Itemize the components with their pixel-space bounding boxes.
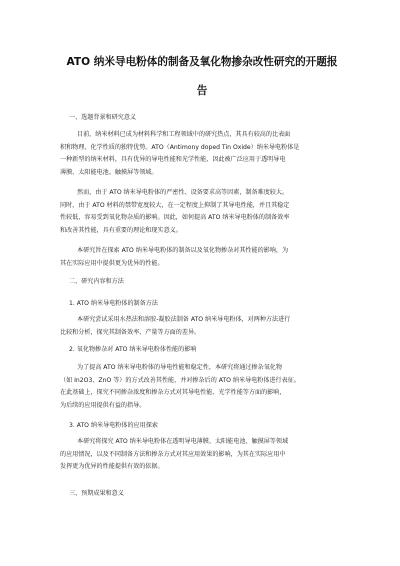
paragraph-line: 目前，纳米材料已成为材料科学和工程领域中的研究热点，其具有较高的比表面 bbox=[77, 131, 291, 138]
section-2-heading: 二、研究内容和方法 bbox=[69, 278, 124, 285]
title-line-1: ATO 纳米导电粉体的制备及氧化物掺杂改性研究的开题报 bbox=[66, 56, 338, 68]
section-1-paragraph-2 bbox=[60, 187, 340, 237]
paragraph-line: 的应用情况，以及不同制备方法和掺杂方式对其应用效果的影响，为其在实际应用中 bbox=[60, 450, 286, 458]
paragraph-line: 然而，由于 ATO 纳米导电粉体的严密性、设备要求高等因素，制备难度较大。 bbox=[77, 189, 289, 196]
paragraph-line: 比较和分析，探究其制备效率、产量等方面的差异。 bbox=[60, 328, 201, 336]
section-2-1-paragraph bbox=[60, 314, 340, 339]
paragraph-line: 一种新型的纳米材料，具有优异的导电性能和光学性能，因此被广泛应用于透明导电 bbox=[60, 156, 286, 164]
section-2-3-paragraph bbox=[60, 436, 340, 474]
section-2-1-heading: 1. ATO 纳米导电粉体的制备方法 bbox=[69, 300, 158, 307]
paragraph-line: 为了提高 ATO 纳米导电粉体的导电性能和稳定性，本研究将通过掺杂氧化物 bbox=[77, 364, 282, 371]
paragraph-line: 发挥更为优异的性能提供有效的依据。 bbox=[60, 463, 164, 471]
section-1-paragraph-1 bbox=[60, 129, 340, 179]
section-2-3-heading: 3. ATO 纳米导电粉体的应用探索 bbox=[69, 422, 158, 429]
paragraph-line: 薄膜、太阳能电池、触摸屏等领域。 bbox=[60, 168, 158, 176]
paragraph-line: 为后续的应用提供有益的指导。 bbox=[60, 401, 146, 409]
section-1-paragraph-3 bbox=[60, 245, 340, 270]
section-2-2-heading: 2. 氧化物掺杂对 ATO 纳米导电粉体性能的影响 bbox=[69, 346, 197, 353]
paragraph-line: 积和物理、化学性质的独特优势。ATO（Antimony doped Tin Oxide）纳米导电粉体是 bbox=[60, 143, 300, 151]
section-3-heading: 三、预期成果和意义 bbox=[69, 490, 124, 497]
paragraph-line: 本研究尝试采用水热法和溶胶-凝胶法制备 ATO 纳米导电粉体，对两种方法进行 bbox=[77, 316, 291, 323]
paragraph-line: 其在实际应用中提供更为优异的性能。 bbox=[60, 259, 164, 267]
paragraph-line: 本研究旨在探索 ATO 纳米导电粉体的制备以及氧化物掺杂对其性能的影响，为 bbox=[77, 247, 289, 254]
paragraph-line: 性较低，容易受到氧化物杂质的影响。因此，如何提高 ATO 纳米导电粉体的制备效率 bbox=[60, 214, 290, 222]
section-1-heading: 一、选题背景和研究意义 bbox=[69, 114, 137, 121]
paragraph-line: 同时，由于 ATO 材料的禁带宽度较大，在一定程度上抑制了其导电性能，并且其稳定 bbox=[60, 201, 290, 209]
title-line-2: 告 bbox=[196, 85, 208, 97]
paragraph-line: 本研究将探究 ATO 纳米导电粉体在透明导电薄膜、太阳能电池、触摸屏等领域 bbox=[77, 438, 289, 445]
paragraph-line: 在此基础上，探究不同掺杂浓度和掺杂方式对其导电性能、光学性能等方面的影响， bbox=[60, 389, 286, 397]
section-2-2-paragraph bbox=[60, 362, 340, 412]
paragraph-line: 和改善其性能，具有重要的理论和现实意义。 bbox=[60, 226, 182, 234]
paragraph-line: （如 In2O3、ZnO 等）的方式改善其性能，并对掺杂后的 ATO 纳米导电粉体进行表征。 bbox=[60, 376, 300, 384]
document-title bbox=[52, 48, 352, 106]
